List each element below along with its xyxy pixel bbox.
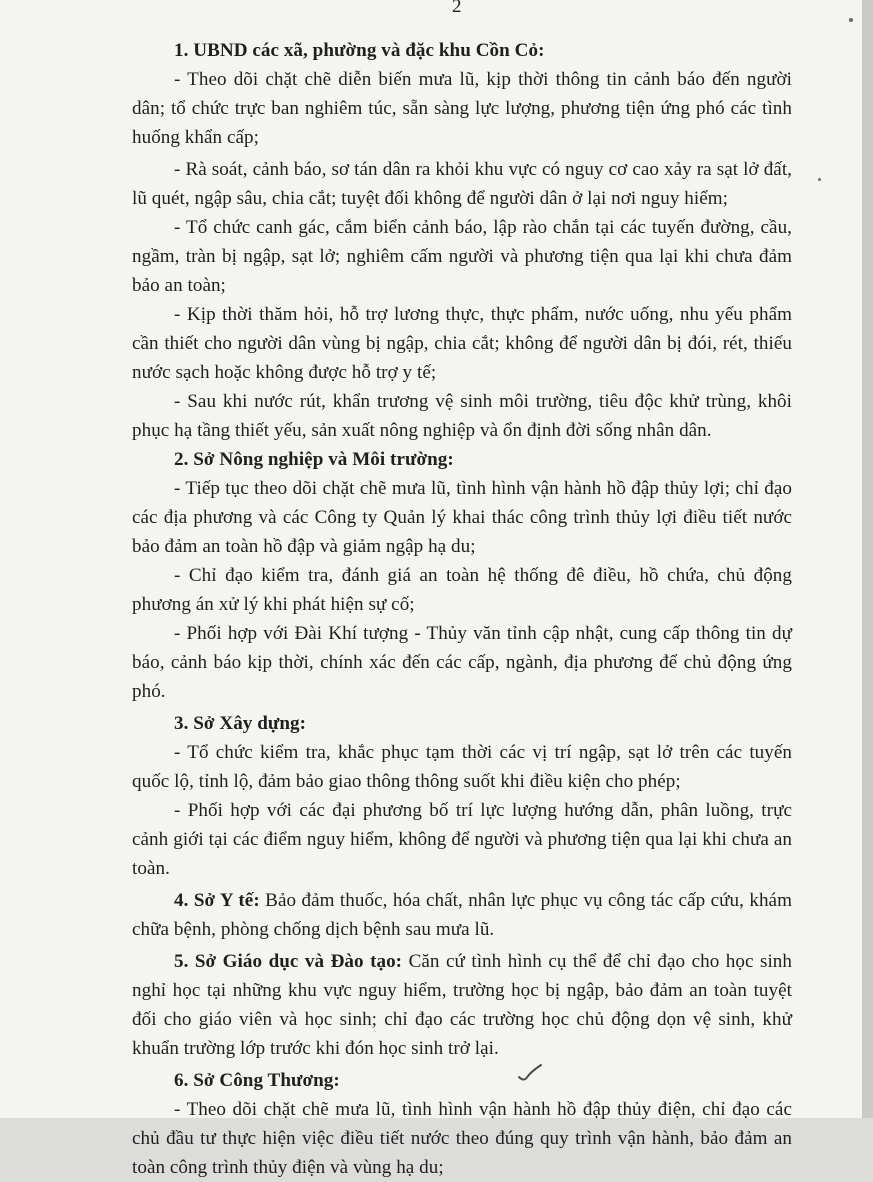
- section-2-item-3: - Phối hợp với Đài Khí tượng - Thủy văn tỉnh cập nhật, cung cấp thông tin dự báo, cảnh báo kịp thời, chính xác đến các cấp, ngành, địa phương để chủ động ứng phó.: [132, 623, 792, 702]
- section-3-item-1: - Tổ chức kiểm tra, khắc phục tạm thời các vị trí ngập, sạt lở trên các tuyến quốc lộ, tỉnh lộ, đảm bảo giao thông thông suốt khi điều kiện cho phép;: [132, 742, 792, 792]
- section-2-item-1: - Tiếp tục theo dõi chặt chẽ mưa lũ, tình hình vận hành hồ đập thủy lợi; chỉ đạo các địa phương và các Công ty Quản lý khai thác công trình thủy lợi điều tiết nước bảo đảm an toàn hồ đập và giảm ngập hạ du;: [132, 478, 792, 557]
- page-edge-shadow: [862, 0, 873, 1118]
- section-1-item-2: - Rà soát, cảnh báo, sơ tán dân ra khỏi khu vực có nguy cơ cao xảy ra sạt lở đất, lũ quét, ngập sâu, chia cắt; tuyệt đối không để người dân ở lại nơi nguy hiểm;: [132, 159, 792, 209]
- section-4-heading: 4. Sở Y tế:: [174, 890, 260, 911]
- page-number: 2: [452, 0, 462, 17]
- section-1-heading: 1. UBND các xã, phường và đặc khu Cồn Cỏ:: [174, 40, 545, 61]
- section-6-item-1: - Theo dõi chặt chẽ mưa lũ, tình hình vận hành hồ đập thủy điện, chỉ đạo các chủ đầu tư thực hiện việc điều tiết nước theo đúng quy trình vận hành, bảo đảm an toàn công trình thủy điện và vùng hạ du;: [132, 1099, 792, 1178]
- section-1-item-1: - Theo dõi chặt chẽ diễn biến mưa lũ, kịp thời thông tin cảnh báo đến người dân; tổ chức trực ban nghiêm túc, sẵn sàng lực lượng, phương tiện ứng phó các tình huống khẩn cấp;: [132, 69, 792, 148]
- section-2-heading: 2. Sở Nông nghiệp và Môi trường:: [174, 449, 454, 470]
- section-1-item-4: - Kịp thời thăm hỏi, hỗ trợ lương thực, thực phẩm, nước uống, nhu yếu phẩm cần thiết cho người dân vùng bị ngập, chia cắt; không để người dân bị đói, rét, thiếu nước sạch hoặc không được hỗ trợ y tế;: [132, 304, 792, 383]
- section-1-item-3: - Tổ chức canh gác, cắm biển cảnh báo, lập rào chắn tại các tuyến đường, cầu, ngầm, tràn bị ngập, sạt lở; nghiêm cấm người và phương tiện qua lại khi chưa đảm bảo an toàn;: [132, 217, 792, 296]
- scan-dot-mark: [818, 178, 821, 181]
- section-4-text: Bảo đảm thuốc, hóa chất, nhân lực phục vụ công tác cấp cứu, khám chữa bệnh, phòng chống dịch bệnh sau mưa lũ.: [132, 890, 792, 940]
- section-3-item-2: - Phối hợp với các đại phương bố trí lực lượng hướng dẫn, phân luồng, trực cảnh giới tại các điểm nguy hiểm, không để người và phương tiện qua lại khi chưa an toàn.: [132, 800, 792, 879]
- scan-dot-mark: [849, 18, 853, 22]
- section-2-item-2: - Chỉ đạo kiểm tra, đánh giá an toàn hệ thống đê điều, hồ chứa, chủ động phương án xử lý khi phát hiện sự cố;: [132, 565, 792, 615]
- section-5-text: Căn cứ tình hình cụ thể để chỉ đạo cho học sinh nghỉ học tại những khu vực nguy hiểm, trường học bị ngập, bảo đảm an toàn tuyệt đối cho giáo viên và học sinh; chỉ đạo các trường học chủ động dọn vệ sinh, khử khuẩn trường lớp trước khi đón học sinh trở lại.: [132, 951, 793, 1059]
- section-4-paragraph: [132, 886, 792, 944]
- section-5-paragraph: [132, 947, 792, 1063]
- handwritten-checkmark-icon: [517, 1064, 543, 1082]
- section-1-item-5: - Sau khi nước rút, khẩn trương vệ sinh môi trường, tiêu độc khử trùng, khôi phục hạ tầng thiết yếu, sản xuất nông nghiệp và ổn định đời sống nhân dân.: [132, 391, 792, 441]
- section-3-heading: 3. Sở Xây dựng:: [174, 713, 307, 734]
- section-6-heading: 6. Sở Công Thương:: [174, 1070, 340, 1091]
- section-5-heading: 5. Sở Giáo dục và Đào tạo:: [174, 951, 403, 972]
- document-body: [132, 36, 792, 1182]
